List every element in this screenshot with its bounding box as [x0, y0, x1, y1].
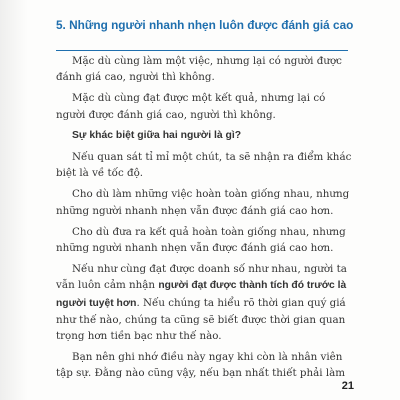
subheading: Sự khác biệt giữa hai người là gì?: [72, 129, 242, 141]
emphasis-text: người đạt được thành tích đó trước là người tuyệt hơn: [56, 280, 347, 309]
body-text: [56, 53, 352, 387]
paragraph: Cho dù đưa ra kết quả hoàn toàn giống nhau, nhưng những người nhanh nhẹn vẫn được đánh giá cao hơn.: [56, 225, 346, 255]
paragraph: Cho dù làm những việc hoàn toàn giống nhau, nhưng những người nhanh nhẹn vẫn được đánh giá cao hơn.: [56, 188, 350, 217]
heading-underline: [56, 50, 348, 51]
paragraph: Bạn nên ghi nhớ điều này ngay khi còn là nhân viên tập sự. Đằng nào cũng vậy, nếu bạn nhất thiết phải làm: [56, 351, 346, 380]
text-run: Nếu như cùng đạt được doanh số như nhau, người ta vẫn luôn cảm nhận: [56, 263, 347, 292]
text-run: . Nếu chúng ta hiểu rõ thời gian quý giá như thế nào, chúng ta cũng sẽ biết được thời gian quan trọng hơn tiền bạc như thế nào.: [56, 296, 346, 343]
paragraph: Mặc dù cùng làm một việc, nhưng lại có người được đánh giá cao, người thì không.: [56, 55, 342, 84]
paragraph: Nếu quan sát tỉ mỉ một chút, ta sẽ nhận ra điểm khác biệt là về tốc độ.: [56, 151, 352, 180]
section-heading: 5. Những người nhanh nhẹn luôn được đánh giá cao: [56, 18, 354, 32]
paragraph: Mặc dù cùng đạt được một kết quả, nhưng lại có người được đánh giá cao, người thì không.: [56, 92, 326, 121]
page-fold-shadow: [0, 0, 28, 400]
page-number: 21: [341, 380, 354, 392]
paragraph-with-emphasis: [56, 261, 352, 344]
